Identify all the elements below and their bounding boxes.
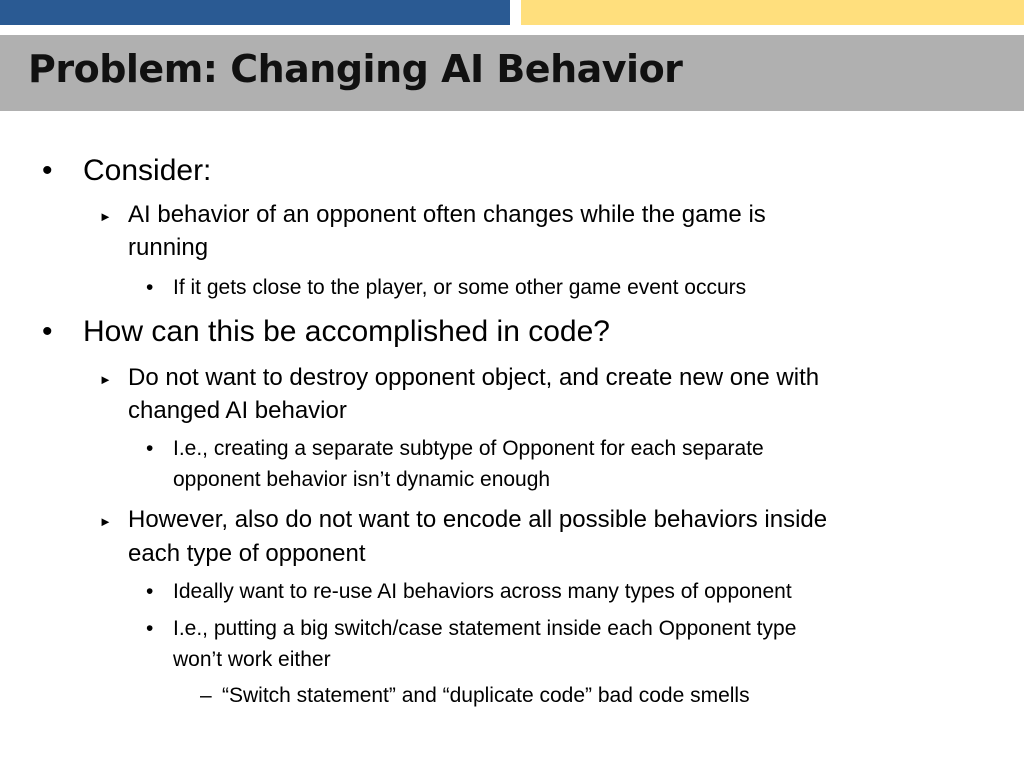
top-accent-bar-blue [0,0,510,25]
bullet-marker: • [42,315,53,348]
bullet-marker: • [42,154,53,187]
bullet-text: running [128,234,209,261]
slide-title: Problem: Changing AI Behavior [28,47,683,91]
arrow-bullet-icon: ► [99,372,112,387]
bullet-text: AI behavior of an opponent often changes while the game is [128,201,766,228]
bullet-text: opponent behavior isn’t dynamic enough [173,468,551,491]
bullet-marker: • [146,437,154,460]
bullet-text: If it gets close to the player, or some other game event occurs [173,276,747,299]
bullet-text: Consider: [83,154,212,187]
top-accent-bar-yellow [521,0,1024,25]
bullet-marker: • [146,276,154,299]
bullet-text: I.e., putting a big switch/case statement inside each Opponent type [173,617,797,640]
dash-marker: – [200,684,212,707]
bullet-marker: • [146,580,154,603]
bullet-text: How can this be accomplished in code? [83,315,610,348]
bullet-text: Do not want to destroy opponent object, and create new one with [128,364,820,391]
bullet-text: Ideally want to re-use AI behaviors across many types of opponent [173,580,792,603]
bullet-text: However, also do not want to encode all possible behaviors inside [128,506,828,533]
bullet-text: won’t work either [173,648,331,671]
arrow-bullet-icon: ► [99,209,112,224]
bullet-text: “Switch statement” and “duplicate code” bad code smells [222,684,750,707]
bullet-marker: • [146,617,154,640]
arrow-bullet-icon: ► [99,514,112,529]
bullet-text: I.e., creating a separate subtype of Opponent for each separate [173,437,764,460]
bullet-text: changed AI behavior [128,397,347,424]
bullet-text: each type of opponent [128,540,366,567]
